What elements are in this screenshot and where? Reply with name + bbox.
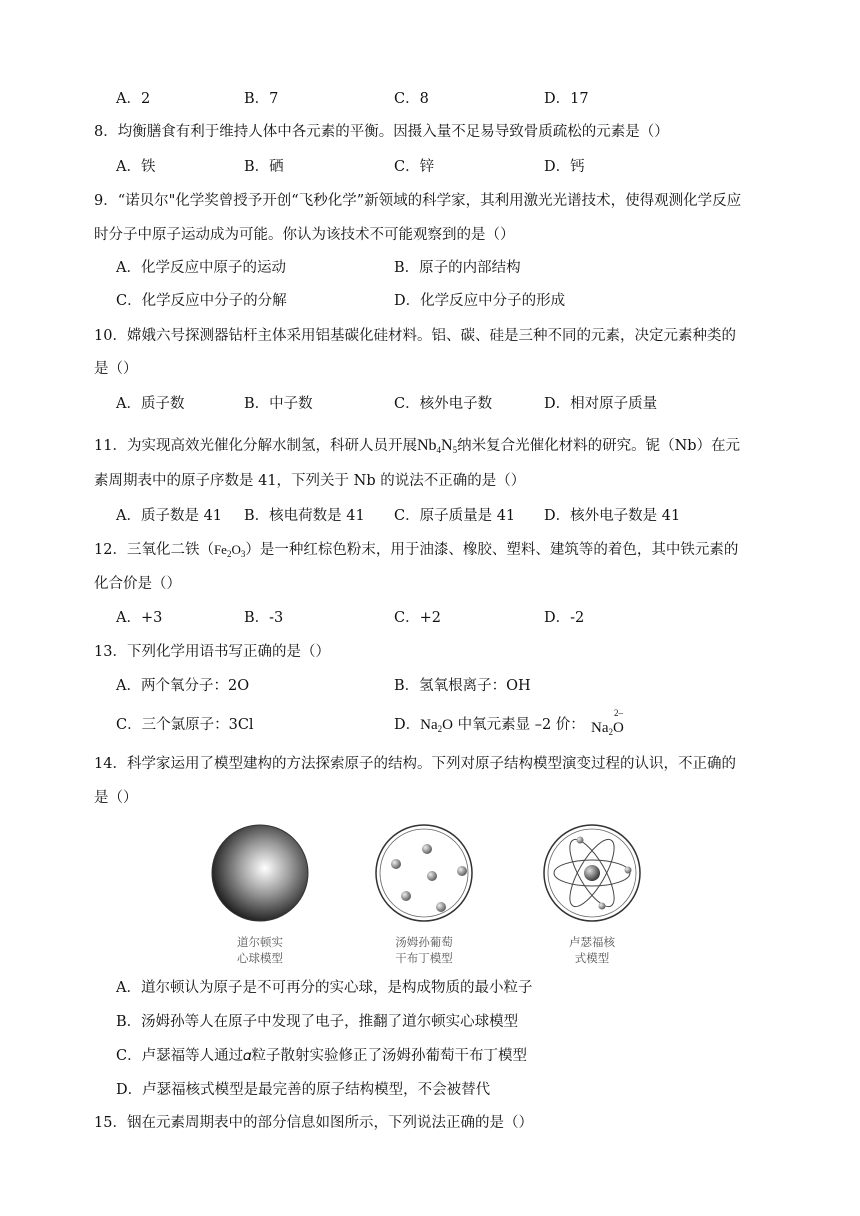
- q13-option-d-label: D．: [394, 717, 421, 733]
- q11-stem-line2: 素周期表中的原子序数是 41，下列关于 Nb 的说法不正确的是（）: [94, 473, 526, 489]
- q8-stem: 8．均衡膳食有利于维持人体中各元素的平衡。因摄入量不足易导致骨质疏松的元素是（）: [94, 124, 669, 140]
- q14-option-b: B．汤姆孙等人在原子中发现了电子，推翻了道尔顿实心球模型: [116, 1014, 519, 1030]
- thomson-caption: [379, 934, 469, 966]
- q7-option-b: B．7: [244, 91, 279, 107]
- q10-option-c: C．核外电子数: [394, 396, 493, 412]
- q12-option-c: C．+2: [394, 610, 441, 626]
- formula-nb-sub: 4: [436, 445, 442, 455]
- formula-na-sub: 2: [437, 724, 443, 734]
- q13-option-b: B．氢氧根离子：OH: [394, 678, 531, 694]
- q9-stem-line2: 时分子中原子运动成为可能。你认为该技术不可能观察到的是（）: [94, 227, 515, 243]
- formula-na: Na: [420, 717, 438, 733]
- q9-option-c: C．化学反应中分子的分解: [116, 293, 287, 309]
- q14-option-c: C．卢瑟福等人通过𝛼粒子散射实验修正了汤姆孙葡萄干布丁模型: [116, 1048, 527, 1064]
- q11-option-c: C．原子质量是 41: [394, 508, 516, 524]
- rutherford-caption-line1: 卢瑟福核: [569, 935, 615, 949]
- rutherford-caption-line2: 式模型: [574, 951, 610, 965]
- q13-stem: 13．下列化学用语书写正确的是（）: [94, 644, 330, 660]
- q12-stem-part-b: ）是一种红棕色粉末，用于油漆、橡胶、塑料、建筑等的着色，其中铁元素的: [245, 542, 739, 558]
- formula-fe-sub: 2: [226, 549, 232, 559]
- thomson-model-sphere: [376, 825, 472, 921]
- dalton-caption-line2: 心球模型: [237, 951, 283, 965]
- q13-option-a: A．两个氧分子：2O: [116, 678, 250, 694]
- q10-option-d: D．相对原子质量: [544, 396, 658, 412]
- rutherford-model-sphere: [544, 825, 640, 921]
- q12-stem-part-a: 12．三氧化二铁（: [94, 542, 214, 558]
- rutherford-caption: [547, 934, 637, 966]
- q12-option-b: B．-3: [244, 610, 284, 626]
- q7-option-d: D．17: [544, 91, 589, 107]
- formula-o: O: [231, 542, 241, 557]
- q13-option-d-text: 中氧元素显 –2 价：: [452, 717, 585, 733]
- q7-option-a: A．2: [116, 91, 151, 107]
- thomson-caption-line2: 干布丁模型: [395, 951, 453, 965]
- q9-option-d: D．化学反应中分子的形成: [394, 293, 566, 309]
- dalton-caption: [215, 934, 305, 966]
- q11-option-a: A．质子数是 41: [116, 508, 223, 524]
- valence-na-sub: 2: [608, 727, 613, 737]
- q12-stem-line2: 化合价是（）: [94, 576, 181, 592]
- q14-option-a: A．道尔顿认为原子是不可再分的实心球，是构成物质的最小粒子: [116, 980, 533, 996]
- formula-nb: Nb: [416, 437, 437, 454]
- q9-option-b: B．原子的内部结构: [394, 260, 521, 276]
- formula-o-sub: 3: [240, 549, 246, 559]
- q7-option-c: C．8: [394, 91, 429, 107]
- q8-option-a: A．铁: [116, 159, 156, 175]
- formula-n-sub: 5: [452, 445, 458, 455]
- q13-option-c: C．三个氯原子：3Cl: [116, 717, 254, 733]
- q10-stem-line1: 10．嫦娥六号探测器钻杆主体采用铝基碳化硅材料。铝、碳、硅是三种不同的元素，决定元素种类的: [94, 328, 736, 344]
- q11-stem-line1: [94, 436, 740, 460]
- q14-option-d: D．卢瑟福核式模型是最完善的原子结构模型，不会被替代: [116, 1082, 491, 1098]
- atom-models-figure: [208, 816, 648, 976]
- q10-stem-line2: 是（）: [94, 361, 138, 377]
- q11-stem-part-b: 纳米复合光催化材料的研究。铌（Nb）在元: [457, 438, 741, 454]
- q9-option-a: A．化学反应中原子的运动: [116, 260, 286, 276]
- dalton-model-sphere: [212, 825, 308, 921]
- q11-formula: [417, 437, 457, 454]
- q15-stem: 15．铟在元素周期表中的部分信息如图所示，下列说法正确的是（）: [94, 1115, 533, 1131]
- q14-stem-line2: 是（）: [94, 790, 138, 806]
- q11-option-b: B．核电荷数是 41: [244, 508, 365, 524]
- q8-option-c: C．锌: [394, 159, 435, 175]
- q9-stem-line1: 9．“诺贝尔"化学奖曾授予开创“飞秒化学”新领域的科学家，其利用激光光谱技术，使得观测化学反应: [94, 193, 742, 209]
- valence-o: O: [613, 720, 624, 736]
- q13-option-d-valence-formula: [591, 708, 624, 737]
- q10-option-b: B．中子数: [244, 396, 313, 412]
- q11-option-d: D．核外电子数是 41: [544, 508, 681, 524]
- thomson-caption-line1: 汤姆孙葡萄: [395, 935, 453, 949]
- formula-fe: Fe: [213, 542, 227, 557]
- q12-option-d: D．-2: [544, 610, 585, 626]
- q13-option-d-formula: [420, 717, 453, 733]
- q12-formula: [214, 542, 245, 557]
- dalton-caption-line1: 道尔顿实: [237, 935, 283, 949]
- formula-o: O: [442, 717, 453, 733]
- q14-stem-line1: 14．科学家运用了模型建构的方法探索原子的结构。下列对原子结构模型演变过程的认识，不正确的: [94, 756, 736, 772]
- valence-na: Na: [591, 720, 609, 736]
- valence-charge: 2–: [614, 708, 623, 718]
- q12-stem-line1: [94, 540, 738, 564]
- q12-option-a: A．+3: [116, 610, 163, 626]
- q13-option-d: [394, 715, 585, 739]
- formula-n: N: [441, 437, 453, 454]
- q11-stem-part-a: 11．为实现高效光催化分解水制氢，科研人员开展: [94, 438, 417, 454]
- q10-option-a: A．质子数: [116, 396, 185, 412]
- q8-option-b: B．硒: [244, 159, 284, 175]
- q8-option-d: D．钙: [544, 159, 585, 175]
